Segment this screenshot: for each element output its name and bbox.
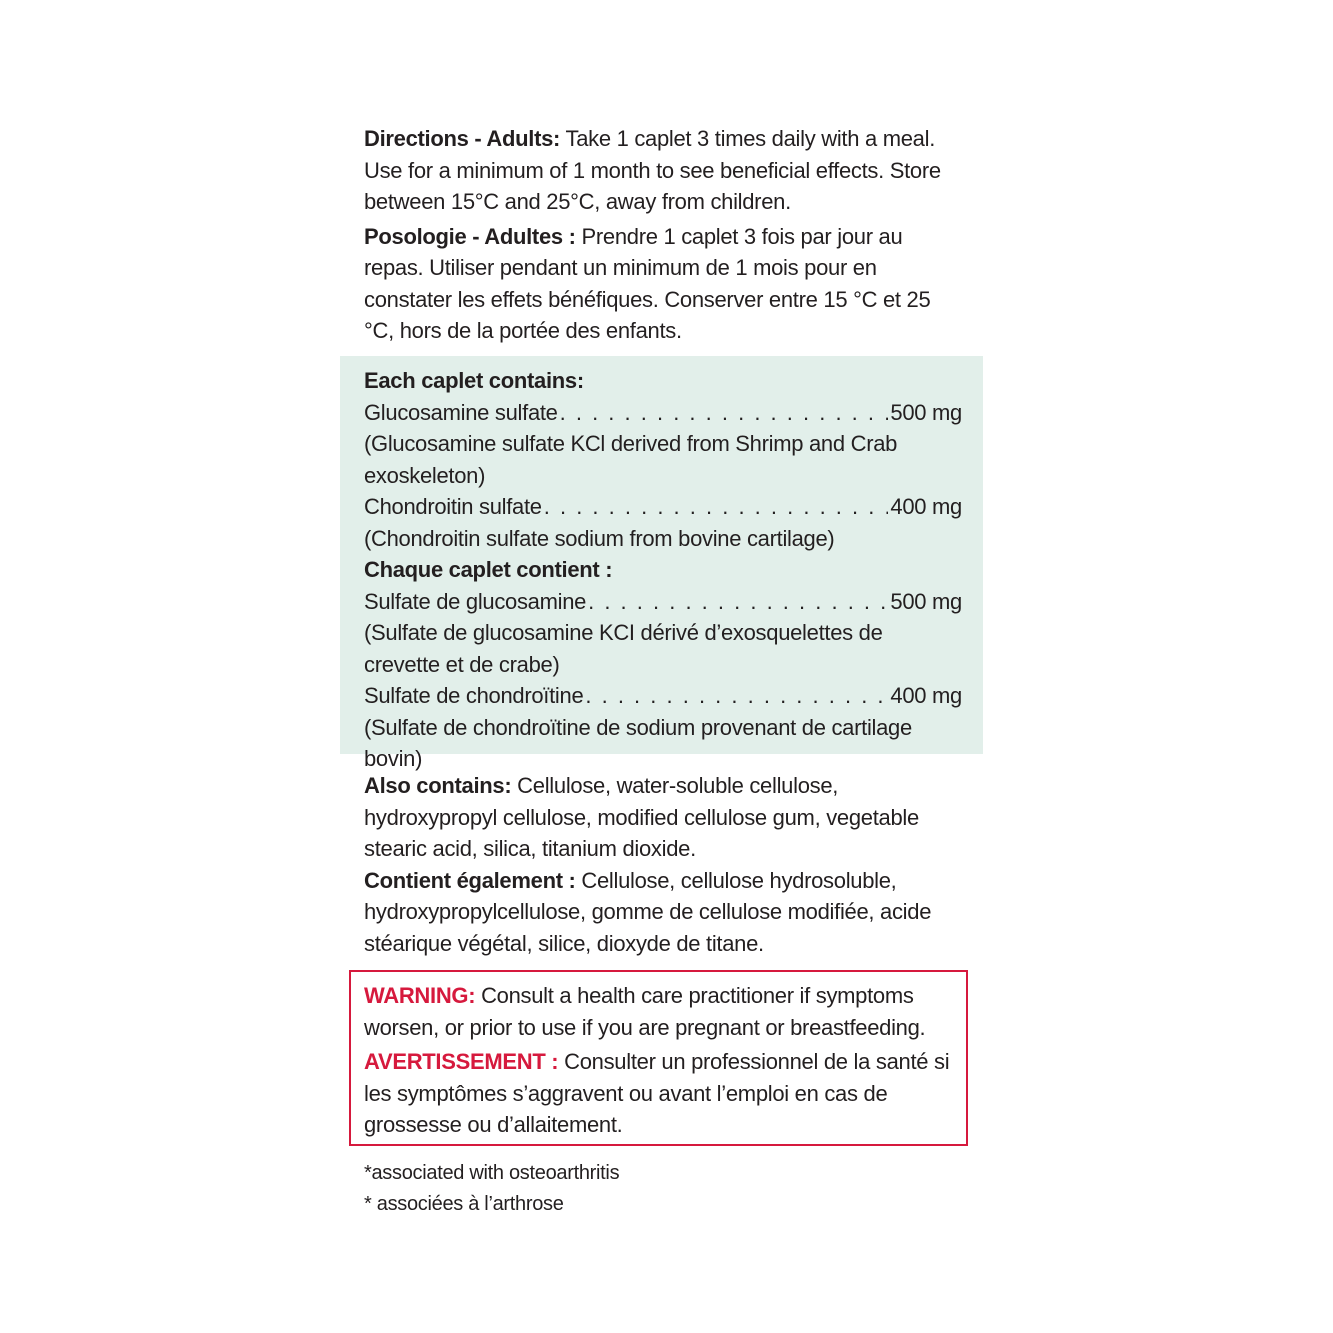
ingredient-name: Sulfate de chondroïtine [364,683,584,708]
also-contains-fr-text: Cellulose, cellulose hydrosoluble, hydroxypropylcellulose, gomme de cellulose modifiée, acide stéarique végétal, silice, dioxyde de titane. [364,867,932,956]
ingredient-row [364,586,962,618]
footnote-fr: * associées à l’arthrose [364,1193,564,1215]
ingredient-amount: 500 mg [890,399,962,425]
ingredient-note: (Chondroitin sulfate sodium from bovine cartilage) [364,525,835,551]
warning-fr [364,1046,964,1141]
also-contains-fr-label: Contient également : [364,867,576,893]
ingredient-note: (Sulfate de chondroïtine de sodium provenant de cartilage bovin) [364,714,912,771]
warning-section [364,980,964,1141]
directions-fr-text: Prendre 1 caplet 3 fois par jour au repas. Utiliser pendant un minimum de 1 mois pour en constater les effets bénéfiques. Conserver entre 15 °C et 25 °C, hors de la portée des enfants. [364,223,931,343]
ingredient-amount: 400 mg [890,683,962,708]
footnotes-section [364,1158,964,1220]
also-contains-en-label: Also contains: [364,773,512,798]
leader-dots [585,680,888,712]
directions-fr-label: Posologie - Adultes : [364,223,576,249]
also-contains-en [364,770,964,865]
directions-section [364,123,964,347]
directions-fr [364,221,964,347]
also-contains-fr [364,865,964,960]
ingredient-row [364,397,962,429]
ingredient-row [364,491,962,523]
ingredient-name: Glucosamine sulfate [364,399,558,425]
ingredient-amount: 400 mg [890,494,962,519]
also-contains-section [364,770,964,959]
ingredients-en-heading: Each caplet contains: [364,368,584,393]
ingredients-fr-heading: Chaque caplet contient : [364,557,613,582]
footnote-en: *associated with osteoarthritis [364,1162,620,1184]
ingredient-name: Chondroitin sulfate [364,494,542,519]
ingredient-amount: 500 mg [890,588,962,614]
warning-fr-text: Consulter un professionnel de la santé si les symptômes s’aggravent ou avant l’emploi en cas de grossesse ou d’allaitement. [364,1049,950,1137]
warning-en-label: WARNING: [364,983,476,1008]
directions-en [364,123,964,218]
directions-en-text: Take 1 caplet 3 times daily with a meal. Use for a minimum of 1 month to see beneficial effects. Store between 15°C and 25°C, away from children. [364,126,941,214]
warning-en [364,980,964,1043]
leader-dots [560,397,889,429]
also-contains-en-text: Cellulose, water-soluble cellulose, hydroxypropyl cellulose, modified cellulose gum, vegetable stearic acid, silica, titanium dioxide. [364,773,919,861]
ingredient-name: Sulfate de glucosamine [364,588,587,614]
ingredient-row [364,680,962,712]
leader-dots [544,491,889,523]
warning-fr-label: AVERTISSEMENT : [364,1049,559,1074]
directions-en-label: Directions - Adults: [364,126,561,151]
ingredient-note: (Glucosamine sulfate KCl derived from Shrimp and Crab exoskeleton) [364,431,898,488]
warning-en-text: Consult a health care practitioner if symptoms worsen, or prior to use if you are pregnant or breastfeeding. [364,983,926,1040]
leader-dots [588,586,888,618]
ingredients-section [364,365,962,775]
ingredient-note: (Sulfate de glucosamine KCI dérivé d’exosquelettes de crevette et de crabe) [364,620,883,677]
